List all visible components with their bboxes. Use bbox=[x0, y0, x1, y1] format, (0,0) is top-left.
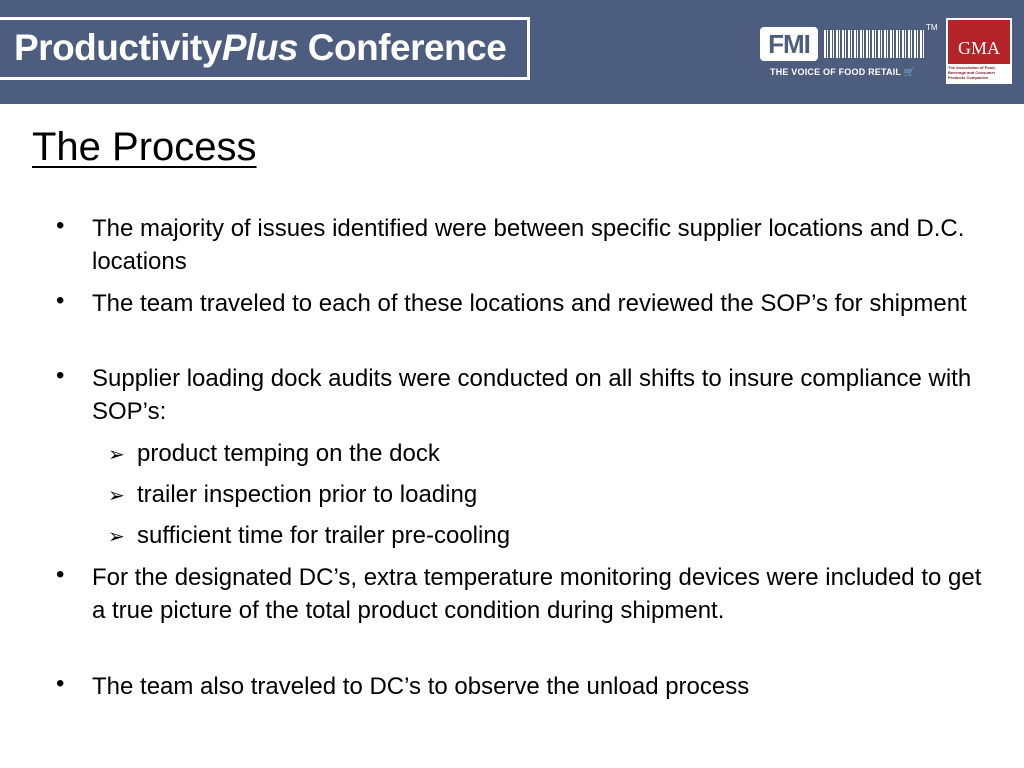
gma-logo-mark bbox=[948, 20, 1010, 64]
slide-title: The Process bbox=[32, 125, 257, 169]
bullet-text: The majority of issues identified were between specific supplier locations and D.C. locations bbox=[92, 215, 965, 275]
gma-logo-text: GMA bbox=[957, 38, 1000, 58]
sub-bullet-text: sufficient time for trailer pre-cooling bbox=[137, 522, 511, 549]
bullet-glyph: • bbox=[56, 561, 65, 588]
shopping-cart-icon: 🛒 bbox=[903, 67, 916, 77]
bullet-text: For the designated DC’s, extra temperature monitoring devices were included to get a true picture of the total product condition during shipment. bbox=[92, 564, 982, 624]
barcode-icon bbox=[824, 30, 924, 58]
arrow-bullet-icon: ➢ bbox=[108, 444, 125, 466]
trademark-mark: TM bbox=[926, 23, 938, 32]
gma-caption: The Association of Food, Beverage and Consumer Products Companies bbox=[948, 65, 996, 80]
arrow-bullet-icon: ➢ bbox=[108, 526, 125, 548]
bullet-glyph: • bbox=[56, 287, 65, 314]
conference-title-part1: Productivity bbox=[14, 27, 222, 68]
sub-bullet-text: product temping on the dock bbox=[137, 440, 440, 467]
arrow-bullet-icon: ➢ bbox=[108, 485, 125, 507]
bullet-glyph: • bbox=[56, 670, 65, 697]
gma-logo bbox=[946, 18, 1012, 84]
fmi-tagline bbox=[770, 67, 915, 78]
conference-title bbox=[14, 27, 506, 69]
fmi-tagline-text: THE VOICE OF FOOD RETAIL bbox=[770, 67, 901, 77]
sub-bullet-text: trailer inspection prior to loading bbox=[137, 481, 478, 508]
header-banner bbox=[0, 0, 1024, 104]
bullet-text: The team traveled to each of these locations and reviewed the SOP’s for shipment bbox=[92, 290, 967, 317]
fmi-logo-mark: FMI bbox=[760, 27, 818, 61]
bullet-text: Supplier loading dock audits were conducted on all shifts to insure compliance with SOP’s: bbox=[92, 365, 972, 425]
bullet-glyph: • bbox=[56, 212, 65, 239]
fmi-logo bbox=[760, 23, 938, 83]
bullet-glyph: • bbox=[56, 362, 65, 389]
conference-title-italic: Plus bbox=[221, 27, 298, 68]
conference-title-part2: Conference bbox=[297, 27, 507, 68]
bullet-text: The team also traveled to DC’s to observe the unload process bbox=[92, 673, 750, 700]
